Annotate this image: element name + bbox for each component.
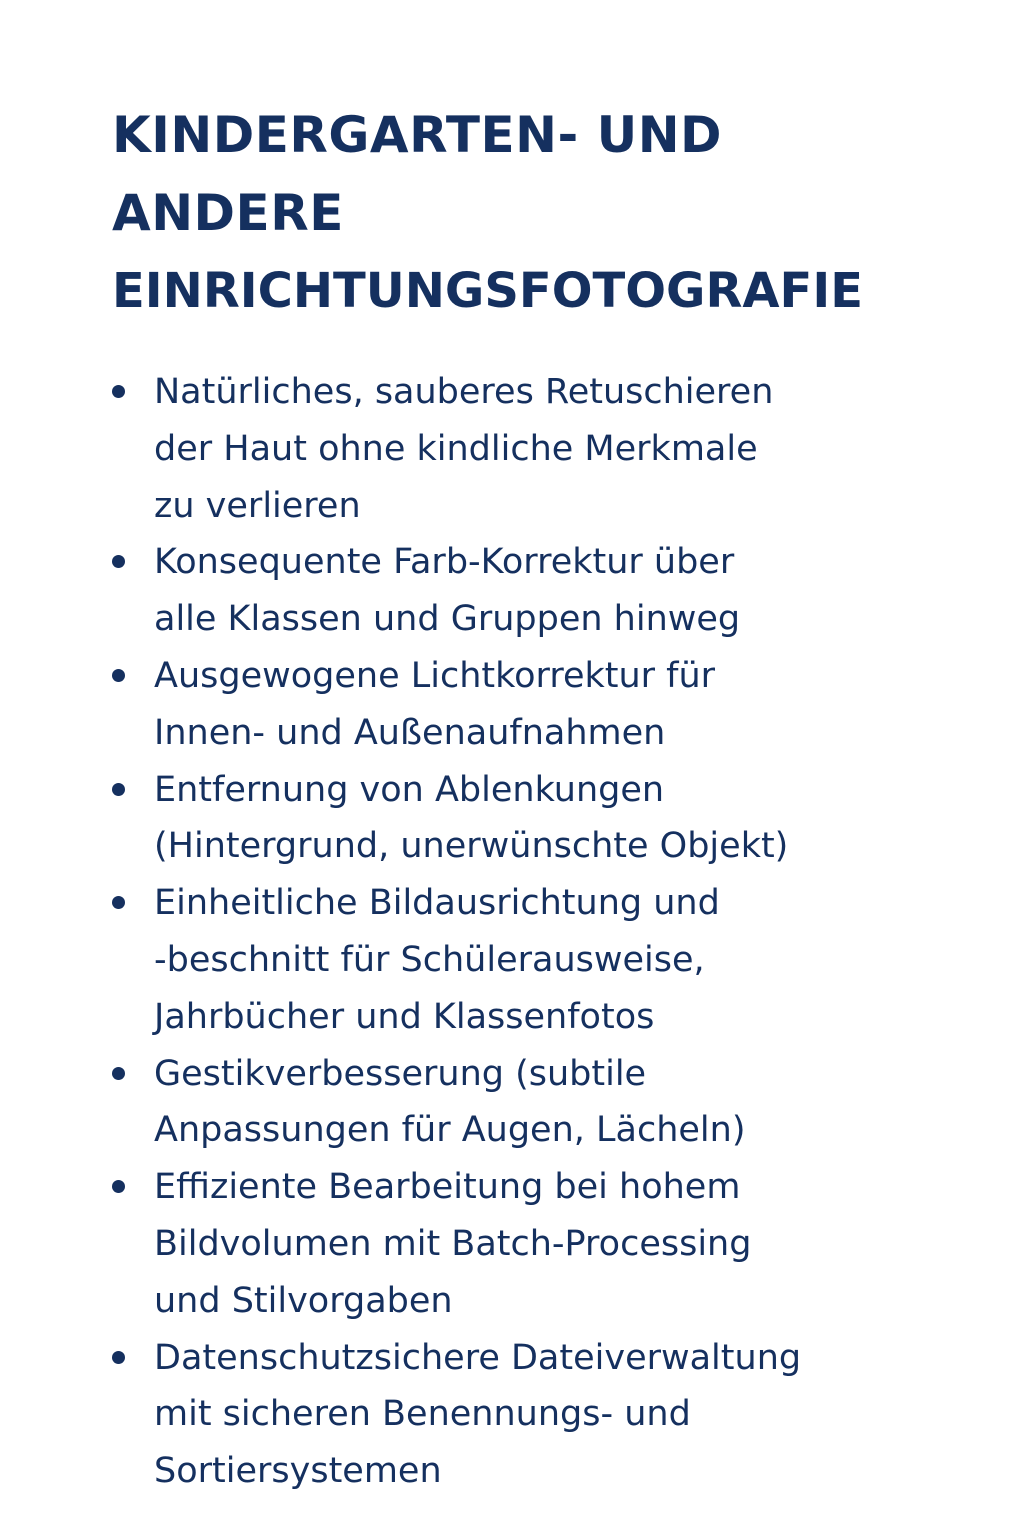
list-item-text: Effiziente Bearbeitung bei hohem (154, 1167, 741, 1208)
list-item-text: Gestikverbesserung (subtile (154, 1053, 647, 1094)
list-item (112, 762, 992, 876)
feature-list (112, 364, 992, 1500)
title-line: EINRICHTUNGSFOTOGRAFIE (112, 263, 863, 319)
bullet-dot-icon (112, 1067, 125, 1080)
list-item-text: Sortiersystemen (154, 1451, 442, 1492)
title-line: ANDERE (112, 184, 344, 242)
list-item (112, 1046, 992, 1160)
bullet-dot-icon (112, 669, 125, 682)
list-item-text: Anpassungen für Augen, Lächeln) (154, 1110, 746, 1151)
list-item-text: Entfernung von Ablenkungen (154, 769, 665, 810)
list-item (112, 648, 992, 762)
list-item-text: Ausgewogene Lichtkorrektur für (154, 655, 716, 696)
list-item-text: und Stilvorgaben (154, 1280, 453, 1321)
list-item (112, 875, 992, 1045)
list-item-text: -beschnitt für Schülerausweise, (154, 939, 705, 980)
list-item-text: Natürliches, sauberes Retuschieren (154, 372, 774, 412)
bullet-dot-icon (112, 1351, 125, 1364)
list-item (112, 1330, 992, 1500)
document-page (112, 96, 992, 1492)
list-item-text: mit sicheren Benennungs- und (154, 1394, 691, 1435)
list-item-text: Bildvolumen mit Batch-Processing (154, 1223, 752, 1264)
list-item-text: zu verlieren (154, 485, 361, 526)
list-item-text: Konsequente Farb-Korrektur über (154, 542, 735, 583)
list-item-text: (Hintergrund, unerwünschte Objekt) (154, 826, 789, 867)
page-title (112, 96, 992, 330)
bullet-dot-icon (112, 385, 125, 398)
list-item-text: der Haut ohne kindliche Merkmale (154, 428, 758, 469)
list-item (112, 364, 992, 534)
title-line: KINDERGARTEN- UND (112, 106, 723, 164)
bullet-dot-icon (112, 555, 125, 568)
list-item-text: Jahrbücher und Klassenfotos (154, 996, 655, 1037)
list-item-text: Datenschutzsichere Dateiverwaltung (154, 1337, 802, 1378)
list-item (112, 534, 992, 648)
bullet-dot-icon (112, 783, 125, 796)
list-item-text: Innen- und Außenaufnahmen (154, 712, 666, 753)
bullet-dot-icon (112, 1180, 125, 1193)
list-item-text: alle Klassen und Gruppen hinweg (154, 599, 741, 640)
bullet-dot-icon (112, 896, 125, 909)
list-item (112, 1159, 992, 1329)
list-item-text: Einheitliche Bildausrichtung und (154, 883, 720, 924)
